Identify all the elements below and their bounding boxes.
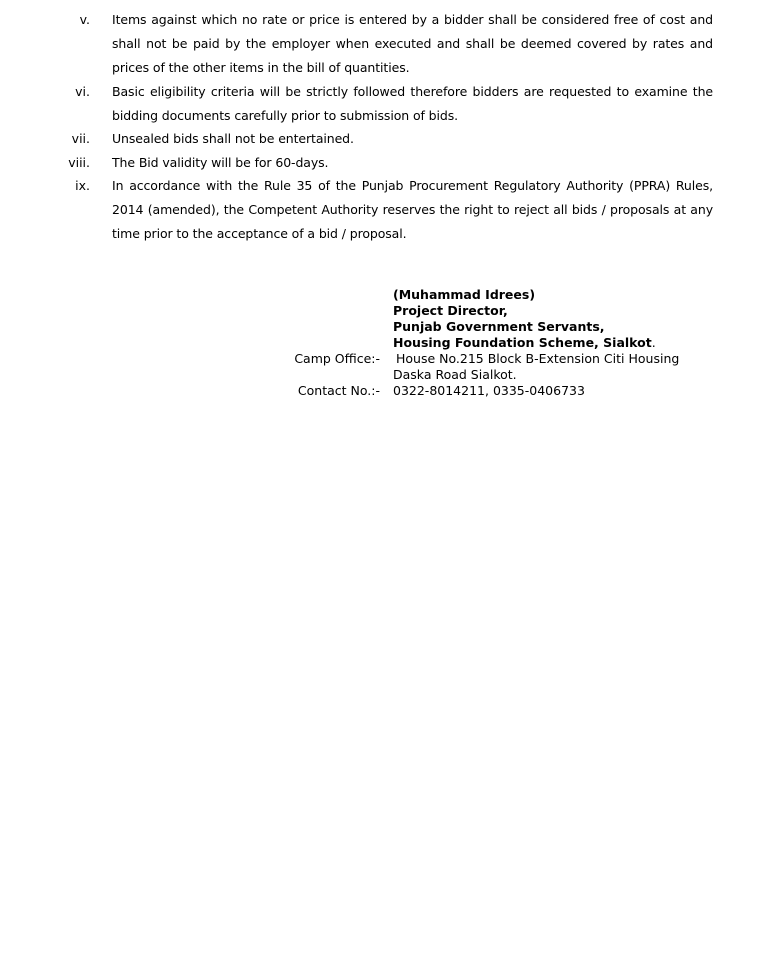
- item-text: Basic eligibility criteria will be strictly followed therefore bidders are requested to examine the bidding documents carefully prior to submission of bids.: [112, 84, 713, 123]
- signature-block: [393, 287, 656, 351]
- item-text: The Bid validity will be for 60-days.: [112, 155, 329, 170]
- contact-number-value: 0322-8014211, 0335-0406733: [393, 383, 585, 398]
- item-number: vii.: [71, 131, 90, 146]
- item-number: viii.: [68, 155, 90, 170]
- camp-office-label: Camp Office:-: [294, 351, 380, 366]
- organization-line-1: Punjab Government Servants,: [393, 319, 605, 334]
- item-text: Unsealed bids shall not be entertained.: [112, 131, 354, 146]
- item-text: In accordance with the Rule 35 of the Punjab Procurement Regulatory Authority (PPRA) Rules, 2014 (amended), the Competent Authority reserves the right to reject all bids / proposals at any time prior to the acceptance of a bid / proposal.: [112, 178, 713, 241]
- item-number: ix.: [75, 178, 90, 193]
- signatory-name: (Muhammad Idrees): [393, 287, 536, 302]
- signatory-designation: Project Director,: [393, 303, 508, 318]
- organization-line-2-period: .: [651, 335, 656, 350]
- camp-office-address-line-2: Daska Road Sialkot.: [393, 367, 517, 382]
- organization-line-2-text: Housing Foundation Scheme, Sialkot: [393, 335, 652, 350]
- item-number: vi.: [75, 84, 90, 99]
- organization-line-2: [393, 335, 656, 351]
- contact-number-label: Contact No.:-: [297, 383, 380, 398]
- camp-office-address-line-1: House No.215 Block B-Extension Citi Housing: [396, 351, 680, 366]
- item-number: v.: [79, 12, 90, 27]
- item-text: Items against which no rate or price is entered by a bidder shall be considered free of cost and shall not be paid by the employer when executed and shall be deemed covered by rates and prices of the other items in the bill of quantities.: [112, 12, 713, 75]
